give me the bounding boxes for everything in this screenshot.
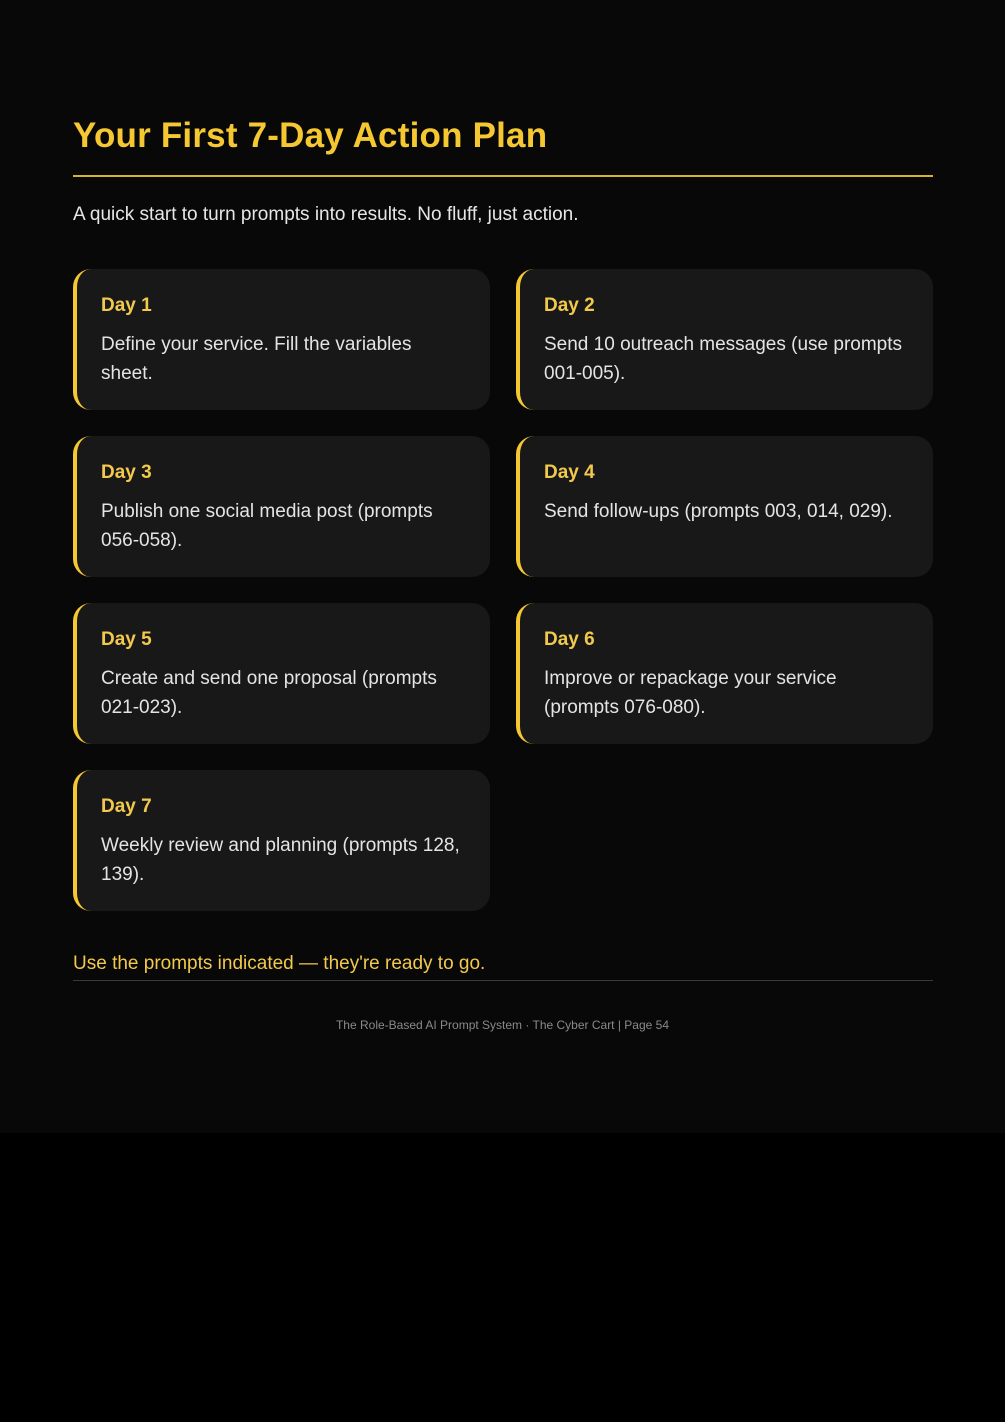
title-divider [73, 175, 933, 177]
day-label: Day 7 [101, 796, 152, 817]
day-card-3 [73, 436, 490, 577]
day-label: Day 6 [544, 629, 595, 650]
page-footer: The Role-Based AI Prompt System · The Cyber Cart | Page 54 [335, 1018, 670, 1032]
day-task: Define your service. Fill the variables sheet. [101, 334, 412, 384]
day-card-5 [73, 603, 490, 744]
day-cards-grid [73, 269, 933, 911]
day-task: Create and send one proposal (prompts 021-023). [101, 668, 437, 718]
page-subtitle: A quick start to turn prompts into results. No fluff, just action. [73, 204, 579, 225]
day-label: Day 2 [544, 295, 595, 316]
day-task: Weekly review and planning (prompts 128, 139). [101, 835, 460, 885]
day-task: Send 10 outreach messages (use prompts 001-005). [544, 334, 903, 384]
day-task: Improve or repackage your service (prompts 076-080). [544, 668, 837, 718]
closing-note: Use the prompts indicated — they're ready to go. [73, 953, 486, 974]
day-card-1 [73, 269, 490, 410]
day-card-7 [73, 770, 490, 911]
day-label: Day 3 [101, 462, 152, 483]
day-task: Publish one social media post (prompts 056-058). [101, 501, 433, 551]
day-label: Day 1 [101, 295, 152, 316]
day-label: Day 4 [544, 462, 595, 483]
footer-divider [73, 980, 933, 981]
day-label: Day 5 [101, 629, 152, 650]
day-card-2 [516, 269, 933, 410]
day-card-4 [516, 436, 933, 577]
day-card-6 [516, 603, 933, 744]
page-title: Your First 7-Day Action Plan [73, 116, 548, 155]
day-task: Send follow-ups (prompts 003, 014, 029). [544, 501, 893, 522]
